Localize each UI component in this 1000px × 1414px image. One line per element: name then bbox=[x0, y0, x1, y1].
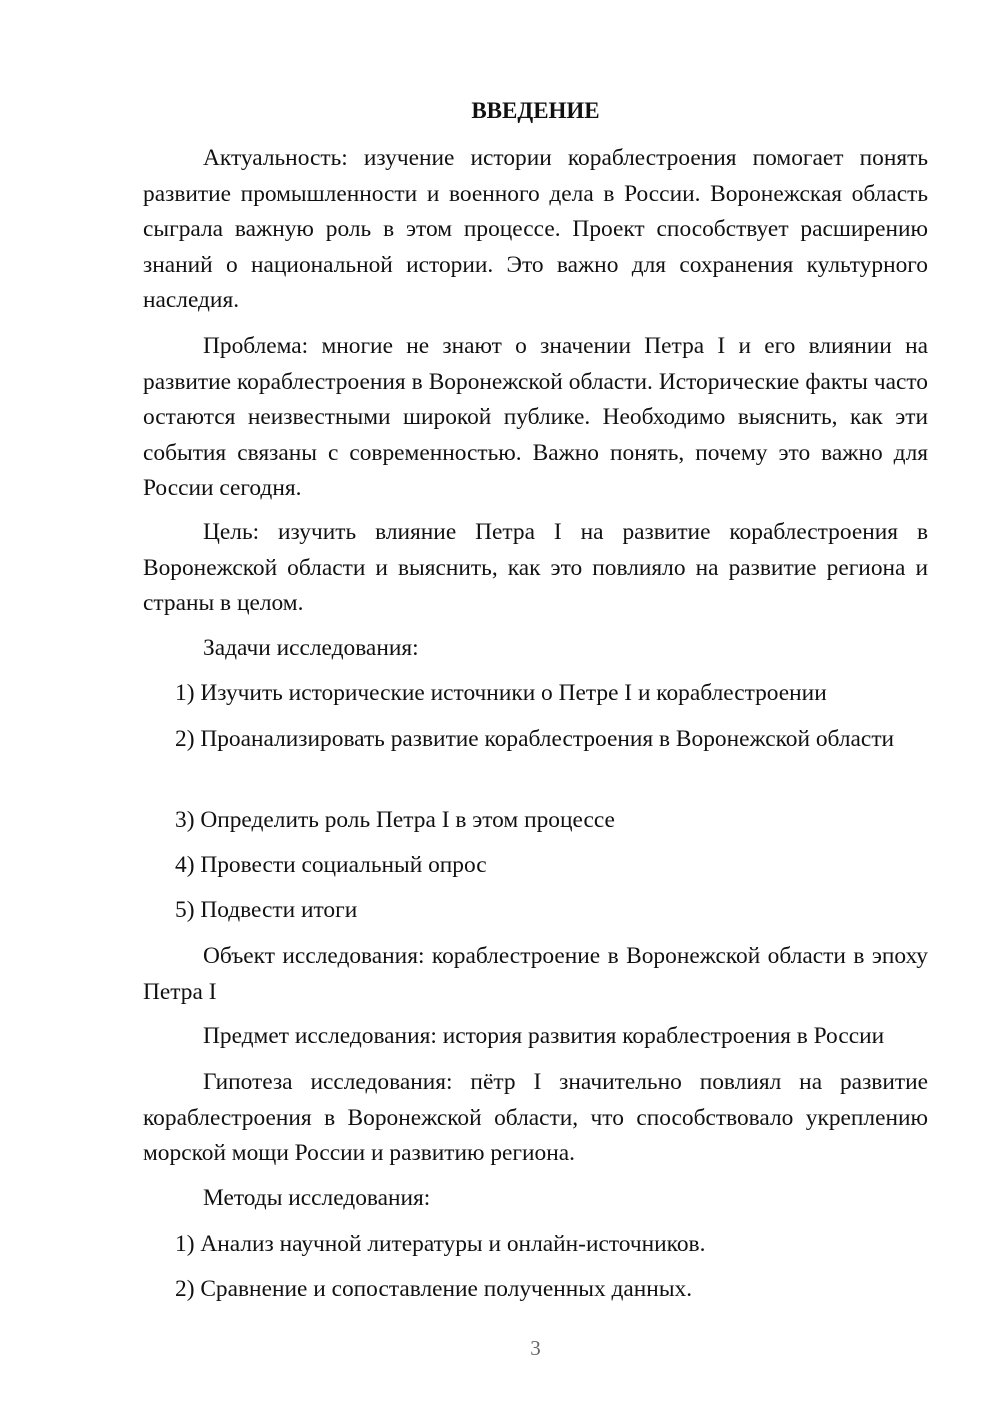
tasks-heading: Задачи исследования: bbox=[203, 635, 419, 661]
problem-paragraph: Проблема: многие не знают о значении Петра I и его влиянии на развитие кораблестроения в Воронежской области. Исторические факты часто остаются неизвестными широкой публике. Необходимо выяснить, как эти события связаны с современностью. Важно понять, почему это важно для России сегодня. bbox=[143, 333, 928, 501]
relevance-paragraph: Актуальность: изучение истории кораблестроения помогает понять развитие промышленности и военного дела в России. Воронежская область сыграла важную роль в этом процессе. Проект способствует расширению знаний о национальной истории. Это важно для сохранения культурного наследия. bbox=[143, 145, 928, 313]
methods-heading: Методы исследования: bbox=[203, 1185, 431, 1211]
page-number: 3 bbox=[530, 1336, 541, 1360]
method-item: 1) Анализ научной литературы и онлайн-источников. bbox=[175, 1231, 706, 1257]
subject-paragraph: Предмет исследования: история развития кораблестроения в России bbox=[203, 1023, 885, 1049]
document-page bbox=[143, 0, 928, 1414]
task-item: 3) Определить роль Петра I в этом процессе bbox=[175, 807, 615, 833]
section-title: ВВЕДЕНИЕ bbox=[471, 98, 600, 123]
hypothesis-paragraph: Гипотеза исследования: пётр I значительно повлиял на развитие кораблестроения в Воронежской области, что способствовало укреплению морской мощи России и развитию региона. bbox=[143, 1069, 928, 1166]
task-item: 5) Подвести итоги bbox=[175, 897, 358, 923]
object-paragraph: Объект исследования: кораблестроение в Воронежской области в эпоху Петра I bbox=[143, 943, 928, 1005]
method-item: 2) Сравнение и сопоставление полученных данных. bbox=[175, 1276, 693, 1302]
task-item: 4) Провести социальный опрос bbox=[175, 852, 487, 878]
goal-paragraph: Цель: изучить влияние Петра I на развитие кораблестроения в Воронежской области и выяснить, как это повлияло на развитие региона и страны в целом. bbox=[143, 519, 928, 616]
task-item: 2) Проанализировать развитие кораблестроения в Воронежской области bbox=[175, 726, 895, 752]
task-item: 1) Изучить исторические источники о Петре I и кораблестроении bbox=[175, 680, 827, 706]
